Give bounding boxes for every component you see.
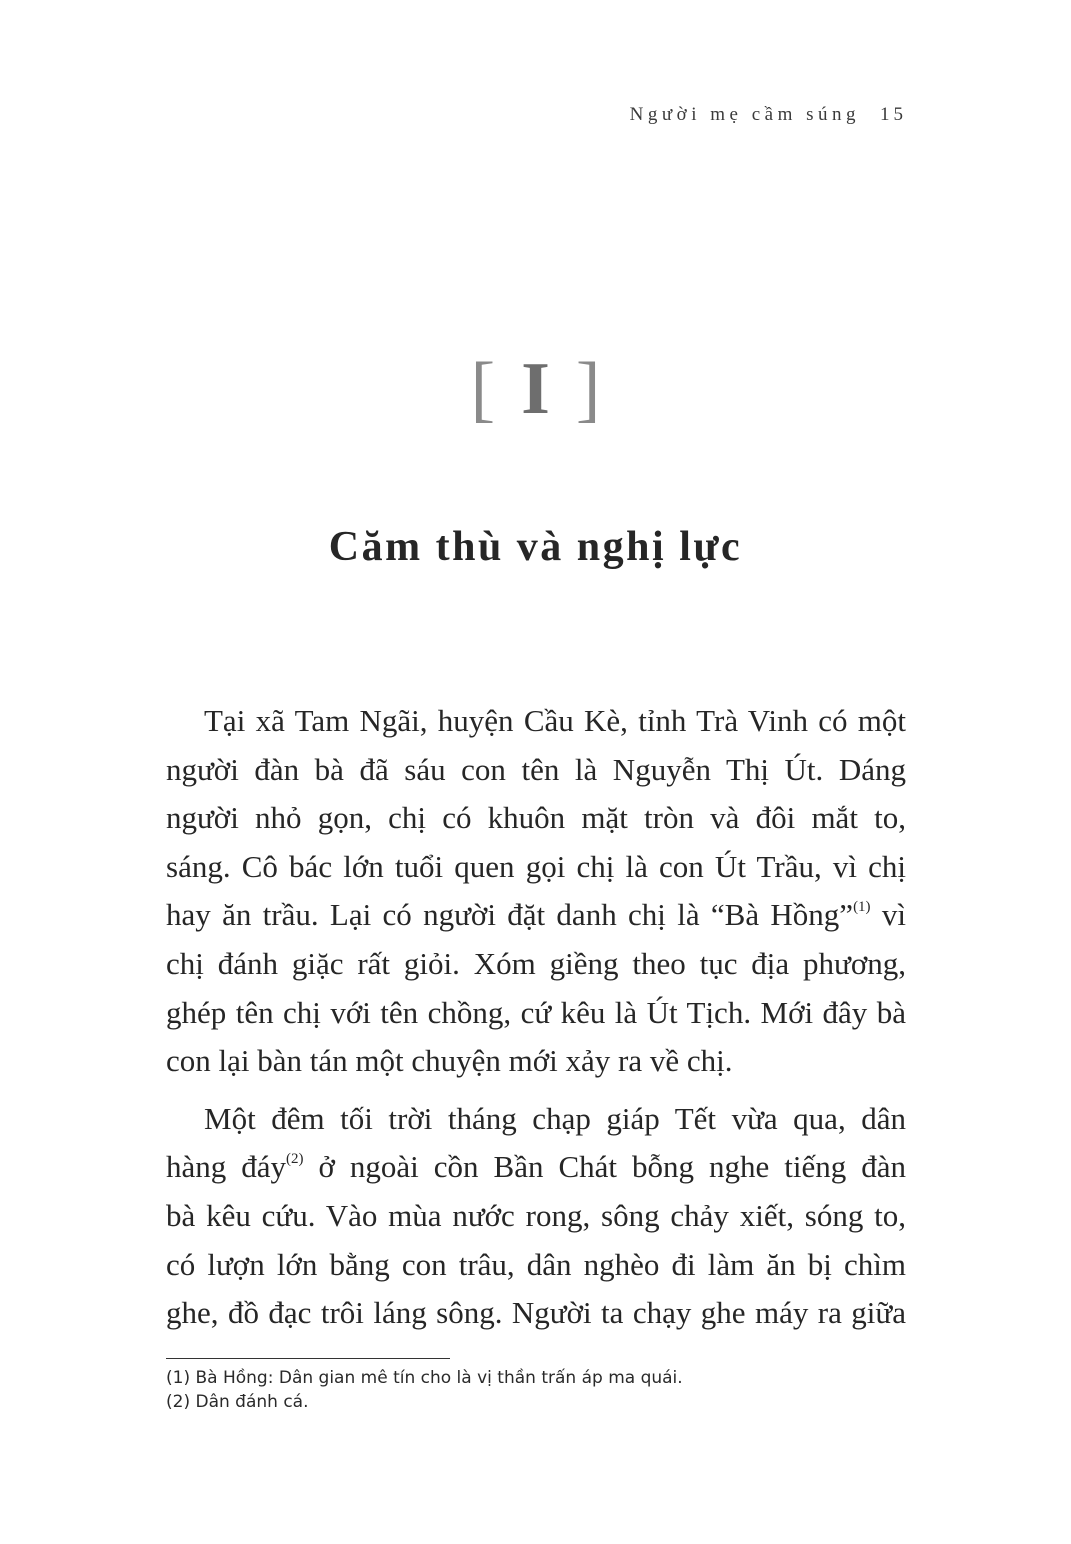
running-head — [630, 104, 907, 126]
chapter-open-bracket: [ — [470, 348, 496, 430]
text-line-with-note — [166, 1143, 906, 1192]
running-title: Người mẹ cầm súng — [629, 104, 860, 125]
chapter-numeral: I — [521, 348, 550, 430]
footnote-ref-1: (1) — [853, 899, 871, 916]
text-line: người đàn bà đã sáu con tên là Nguyễn Thị Út. Dáng — [166, 751, 906, 787]
chapter-number — [0, 348, 1071, 430]
text-line: người nhỏ gọn, chị có khuôn mặt tròn và đôi mắt to, — [166, 800, 906, 836]
footnote-1: (1) Bà Hồng: Dân gian mê tín cho là vị thần trấn áp ma quái. — [166, 1368, 683, 1388]
footnote-ref-2: (2) — [286, 1151, 304, 1168]
text-line: sáng. Cô bác lớn tuổi quen gọi chị là con Út Trầu, vì chị — [166, 848, 906, 884]
chapter-close-bracket: ] — [575, 348, 601, 430]
footnote-2: (2) Dân đánh cá. — [166, 1392, 309, 1412]
text-line: chị đánh giặc rất giỏi. Xóm giềng theo tục địa phương, — [166, 945, 906, 981]
text-line: có lượn lớn bằng con trâu, dân nghèo đi làm ăn bị chìm — [166, 1246, 906, 1282]
text-line: Một đêm tối trời tháng chạp giáp Tết vừa qua, dân — [204, 1100, 906, 1136]
text-line-with-note — [166, 891, 906, 940]
text-segment: vì — [881, 897, 907, 933]
footnotes — [166, 1366, 906, 1414]
text-line: ghe, đồ đạc trôi láng sông. Người ta chạy ghe máy ra giữa — [166, 1295, 906, 1331]
paragraph-1 — [166, 697, 906, 1086]
text-segment: hay ăn trầu. Lại có người đặt danh chị là “Bà Hồng” — [166, 897, 854, 933]
text-segment: hàng đáy — [166, 1149, 287, 1185]
text-line: Tại xã Tam Ngãi, huyện Cầu Kè, tỉnh Trà Vinh có một — [204, 703, 906, 738]
page-number: 15 — [880, 104, 907, 125]
body-text — [166, 697, 906, 1338]
text-line: con lại bàn tán một chuyện mới xảy ra về chị. — [166, 1043, 733, 1079]
text-line: ghép tên chị với tên chồng, cứ kêu là Út Tịch. Mới đây bà — [166, 994, 906, 1030]
paragraph-2 — [166, 1095, 906, 1338]
text-segment: ở ngoài cồn Bần Chát bỗng nghe tiếng đàn — [318, 1149, 906, 1185]
chapter-title: Căm thù và nghị lực — [328, 524, 743, 570]
footnote-divider — [166, 1358, 450, 1359]
text-line: bà kêu cứu. Vào mùa nước rong, sông chảy xiết, sóng to, — [166, 1197, 906, 1233]
